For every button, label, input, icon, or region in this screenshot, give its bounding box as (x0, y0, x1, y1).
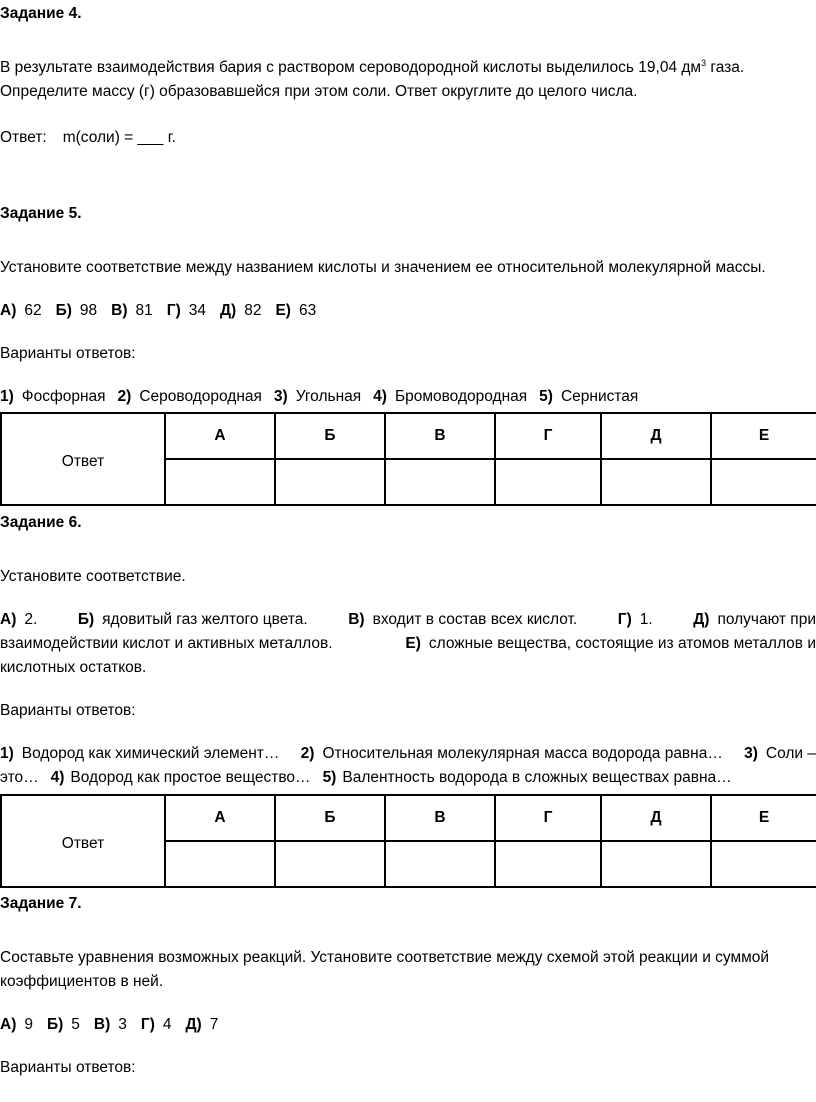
task6-instruction: Установите соответствие. (0, 568, 186, 585)
task7-option-key-2: В) (93, 1016, 111, 1033)
task6-variant-item-1 (301, 742, 723, 766)
task5-option-key-5: Е) (275, 302, 291, 319)
task6-line2-text: взаимодействии кислот и активных металлов. (0, 635, 333, 652)
task5-variant-value-1: Сероводородная (139, 388, 262, 405)
task6-option-item-4 (693, 608, 816, 632)
task5-col-a: А (165, 413, 275, 459)
task5-variant-key-3: 4) (373, 388, 387, 405)
task5-option-key-3: Г) (166, 302, 181, 319)
task5-answer-table (0, 412, 816, 506)
task7-option-value-2: 3 (118, 1016, 127, 1033)
task6-variant2-key-0: 4) (50, 769, 65, 786)
task6-option-key-0: А) (0, 611, 17, 628)
task5-option-value-4: 82 (244, 302, 262, 319)
task5-variant-value-0: Фосфорная (21, 388, 106, 405)
task7-option-key-1: Б) (46, 1016, 64, 1033)
task5-variant-value-4: Сернистая (560, 388, 639, 405)
task5-variants (0, 385, 816, 409)
task5-option-value-0: 62 (24, 302, 42, 319)
task5-col-v: В (385, 413, 495, 459)
task4-answer (0, 126, 816, 150)
task6-variant-3-cont: это… (0, 769, 39, 786)
task5-option-value-3: 34 (188, 302, 206, 319)
task4-line1 (0, 56, 816, 80)
task7-line1: Составьте уравнения возможных реакций. Установите соответствие между схемой этой реакции и суммой (0, 949, 770, 966)
task7-option-key-0: А) (0, 1016, 17, 1033)
task5-instruction: Установите соответствие между названием кислоты и значением ее относительной молекулярной массы. (0, 259, 766, 276)
task4-answer-label: Ответ: (0, 129, 47, 146)
task5-option-value-2: 81 (135, 302, 153, 319)
task6-option-item-2 (348, 608, 577, 632)
task5-option-key-0: А) (0, 302, 17, 319)
task6-answer-cell-a[interactable] (165, 841, 275, 887)
task7-option-key-4: Д) (185, 1016, 202, 1033)
task5-option-key-4: Д) (219, 302, 237, 319)
task5-option-value-5: 63 (298, 302, 317, 319)
task4-line1-end: газа. (706, 59, 745, 76)
task6-line1 (0, 608, 816, 632)
task6-option-item-1 (78, 608, 308, 632)
task5-option-value-1: 98 (79, 302, 98, 319)
task6-option-value-1: ядовитый газ желтого цвета. (102, 611, 308, 628)
task5-options (0, 299, 816, 323)
task6-option-key-4: Д) (693, 611, 710, 628)
task5-variant-key-1: 2) (117, 388, 132, 405)
task6-option-item-3 (618, 608, 653, 632)
task7-option-value-3: 4 (162, 1016, 172, 1033)
task6-answer-cell-g[interactable] (495, 841, 601, 887)
task6-variant-key-1: 2) (300, 745, 315, 762)
task5-col-b: Б (275, 413, 385, 459)
task6-variant2-key-1: 5) (322, 769, 337, 786)
task6-option-e-key: Е) (405, 635, 421, 652)
task6-line2 (0, 632, 816, 656)
task5-col-e: Е (711, 413, 816, 459)
task6-variant-value-1: Относительная молекулярная масса водорода равна… (322, 745, 723, 762)
task5-answer-cell-d[interactable] (601, 459, 711, 505)
task6-variants-line1 (0, 742, 816, 766)
task6-col-a: А (165, 795, 275, 841)
task7-options (0, 1013, 816, 1037)
task6-option-item-0 (0, 608, 37, 632)
task6-variant-key-2: 3) (744, 745, 758, 762)
task7-variants-label: Варианты ответов: (0, 1059, 136, 1076)
task7-option-value-0: 9 (24, 1016, 33, 1033)
task7-option-value-1: 5 (71, 1016, 80, 1033)
task6-option-e-text: сложные вещества, состоящие из атомов металлов и (428, 635, 816, 652)
task5-variants-label: Варианты ответов: (0, 345, 136, 362)
task6-option-value-2: входит в состав всех кислот. (372, 611, 578, 628)
task6-option-key-1: Б) (77, 611, 95, 628)
task4-answer-formula: m(соли) = ___ г. (62, 129, 176, 146)
task5-variant-key-2: 3) (273, 388, 288, 405)
task5-col-d: Д (601, 413, 711, 459)
task6-variant2-value-1: Валентность водорода в сложных веществах равна… (342, 769, 732, 786)
task6-option-key-3: Г) (617, 611, 632, 628)
task7-title: Задание 7. (0, 895, 82, 912)
task6-variants-label: Варианты ответов: (0, 702, 136, 719)
task6-variant-value-0: Водород как химический элемент… (21, 745, 280, 762)
task6-option-value-4: получают при (717, 611, 816, 628)
task6-title: Задание 6. (0, 514, 82, 531)
task5-answer-cell-e[interactable] (711, 459, 816, 505)
task7-line2: коэффициентов в ней. (0, 973, 164, 990)
task5-variant-key-0: 1) (0, 388, 14, 405)
task5-table-label: Ответ (1, 413, 165, 505)
task6-col-d: Д (601, 795, 711, 841)
task6-variant2-value-0: Водород как простое вещество… (70, 769, 311, 786)
task4-line1-text: В результате взаимодействия бария с раствором сероводородной кислоты выделилось 19,04 дм (0, 59, 702, 76)
task6-answer-cell-e[interactable] (711, 841, 816, 887)
task5-answer-cell-g[interactable] (495, 459, 601, 505)
task5-variant-value-3: Бромоводородная (394, 388, 528, 405)
task5-answer-cell-a[interactable] (165, 459, 275, 505)
task5-variant-key-4: 5) (539, 388, 553, 405)
task4-line2: Определите массу (г) образовавшейся при этом соли. Ответ округлите до целого числа. (0, 83, 638, 100)
task6-variant-value-2: Соли – (765, 745, 816, 762)
task5-col-g: Г (495, 413, 601, 459)
task7-option-value-4: 7 (209, 1016, 219, 1033)
task6-option-key-2: В) (348, 611, 365, 628)
task6-option-value-0: 2. (24, 611, 38, 628)
task6-col-e: Е (711, 795, 816, 841)
task6-option-value-3: 1. (639, 611, 653, 628)
task7-option-key-3: Г) (140, 1016, 155, 1033)
task4-title: Задание 4. (0, 5, 82, 22)
task6-answer-table (0, 794, 816, 888)
task6-answer-cell-v[interactable] (385, 841, 495, 887)
task5-option-key-2: В) (111, 302, 128, 319)
task5-answer-cell-v[interactable] (385, 459, 495, 505)
task6-col-b: Б (275, 795, 385, 841)
task5-option-key-1: Б) (55, 302, 72, 319)
task6-variants-line2 (0, 766, 816, 790)
task5-answer-cell-b[interactable] (275, 459, 385, 505)
task6-variant-key-0: 1) (0, 745, 14, 762)
task6-answer-cell-b[interactable] (275, 841, 385, 887)
task6-variant-item-2 (744, 742, 816, 766)
task6-variant-item-0 (0, 742, 279, 766)
task6-col-v: В (385, 795, 495, 841)
task6-col-g: Г (495, 795, 601, 841)
task6-line3: кислотных остатков. (0, 659, 147, 676)
task4-superscript: 3 (701, 57, 707, 68)
task5-variant-value-2: Угольная (295, 388, 362, 405)
task5-title: Задание 5. (0, 205, 82, 222)
task6-table-label: Ответ (1, 795, 165, 887)
task6-answer-cell-d[interactable] (601, 841, 711, 887)
